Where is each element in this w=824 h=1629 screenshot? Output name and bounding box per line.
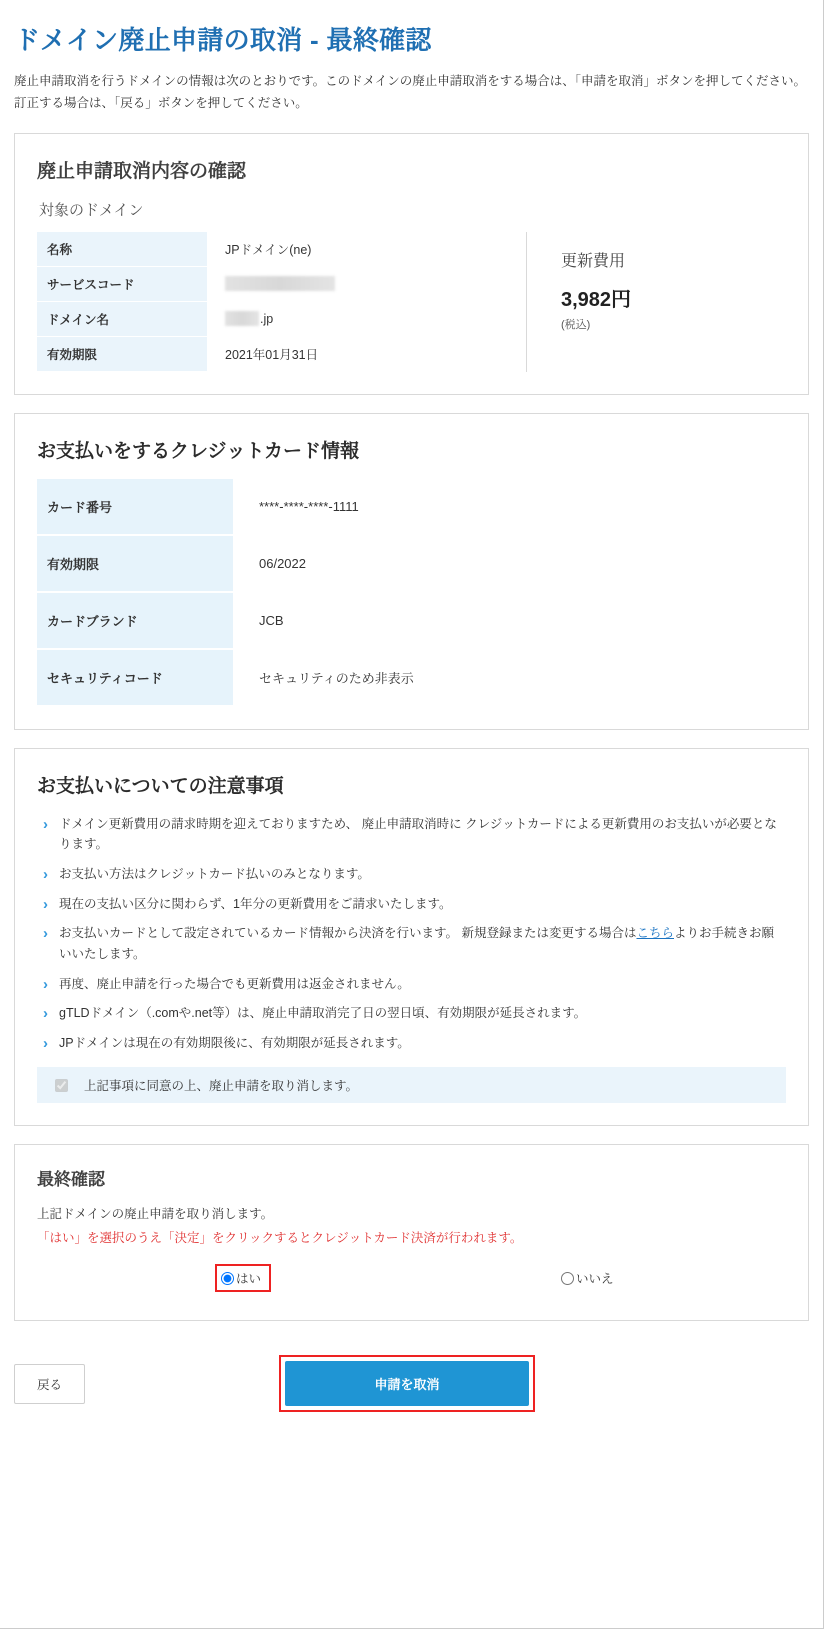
renewal-fee-tax-note: (税込): [561, 318, 591, 331]
notice-section-title: お支払いについての注意事項: [37, 775, 284, 797]
domain-section-subtitle: 対象のドメイン: [39, 201, 144, 219]
radio-no-wrap[interactable]: [557, 1266, 618, 1290]
payment-notices-card: [14, 748, 809, 1127]
submit-button-highlight: [279, 1355, 535, 1412]
credit-card-card: [14, 413, 809, 730]
page-intro-text: 廃止申請取消を行うドメインの情報は次のとおりです。このドメインの廃止申請取消をする場合は、「申請を取消」ボタンを押してください。訂正する場合は、「戻る」ボタンを押してください。: [14, 74, 807, 110]
table-row: [37, 649, 786, 706]
back-button[interactable]: 戻る: [14, 1364, 85, 1404]
notice-list: [37, 814, 786, 1054]
table-row: [37, 232, 508, 267]
row-label: セキュリティコード: [37, 649, 233, 706]
row-value: JCB: [259, 612, 284, 628]
row-label: 有効期限: [37, 535, 233, 592]
row-value-masked: [207, 266, 508, 301]
radio-no-label[interactable]: いいえ: [576, 1272, 614, 1287]
renewal-fee-block: [526, 232, 786, 372]
table-row: [37, 592, 786, 649]
list-item: › gTLDドメイン（.comや.net等）は、廃止申請取消完了日の翌日頃、有効期限が延長されます。: [37, 1003, 786, 1024]
final-section-title: 最終確認: [37, 1170, 105, 1190]
list-item-text-suffix: よりお手続きお願いいたします。: [59, 926, 775, 961]
row-label: カード番号: [37, 479, 233, 535]
domain-section-title: 廃止申請取消内容の確認: [37, 160, 247, 182]
row-label: 有効期限: [37, 336, 207, 371]
list-item: › ドメイン更新費用の請求時期を迎えておりますため、 廃止申請取消時に クレジットカードによる更新費用のお支払いが必要となります。: [37, 814, 786, 855]
table-row: [37, 266, 508, 301]
row-value-suffix: .jp: [260, 312, 274, 327]
redaction-block: [225, 311, 259, 326]
final-lead-text: 上記ドメインの廃止申請を取り消します。: [37, 1207, 274, 1222]
list-item: › 現在の支払い区分に関わらず、1年分の更新費用をご請求いたします。: [37, 894, 786, 915]
row-label: ドメイン名: [37, 301, 207, 336]
footer-actions: [0, 1339, 823, 1432]
list-item: › お支払い方法はクレジットカード払いのみとなります。: [37, 864, 786, 885]
table-row: [37, 479, 786, 535]
final-radio-group[interactable]: [37, 1260, 786, 1298]
row-value-masked: [207, 301, 508, 336]
cancel-request-submit-button[interactable]: 申請を取消: [285, 1361, 529, 1406]
row-label: 名称: [37, 232, 207, 267]
domain-detail-table: [37, 232, 508, 372]
agreement-checkbox[interactable]: [55, 1079, 68, 1092]
row-label: カードブランド: [37, 592, 233, 649]
row-value: JPドメイン(ne): [225, 243, 312, 257]
radio-no[interactable]: [561, 1272, 574, 1285]
card-registration-link[interactable]: こちら: [636, 926, 674, 941]
list-item: › JPドメインは現在の有効期限後に、有効期限が延長されます。: [37, 1033, 786, 1054]
domain-confirmation-card: [14, 133, 809, 395]
list-item: › 再度、廃止申請を行った場合でも更新費用は返金されません。: [37, 974, 786, 995]
table-row: [37, 301, 508, 336]
domain-details: [37, 232, 526, 372]
row-value: 06/2022: [259, 555, 306, 571]
final-confirmation-card: [14, 1144, 809, 1321]
redaction-block: [225, 276, 335, 291]
row-value: セキュリティのため非表示: [259, 670, 414, 686]
credit-card-table: [37, 479, 786, 707]
list-item-text: お支払いカードとして設定されているカード情報から決済を行います。 新規登録または変更する場合は: [59, 926, 637, 941]
credit-card-section-title: お支払いをするクレジットカード情報: [37, 440, 359, 462]
row-label: サービスコード: [37, 266, 207, 301]
radio-yes[interactable]: [221, 1272, 234, 1285]
radio-yes-label[interactable]: はい: [236, 1272, 262, 1287]
list-item: [37, 923, 786, 964]
renewal-fee-label: 更新費用: [561, 252, 626, 270]
row-value: 2021年01月31日: [225, 347, 319, 362]
row-value: ****-****-****-1111: [259, 499, 359, 515]
agreement-label[interactable]: 上記事項に同意の上、廃止申請を取り消します。: [84, 1079, 359, 1094]
table-row: [37, 336, 508, 371]
renewal-fee-amount: 3,982円: [561, 288, 632, 311]
page-title: ドメイン廃止申請の取消 - 最終確認: [14, 25, 432, 55]
table-row: [37, 535, 786, 592]
radio-yes-highlight[interactable]: [215, 1264, 271, 1292]
agreement-row[interactable]: [37, 1067, 786, 1103]
final-warning-text: 「はい」を選択のうえ「決定」をクリックするとクレジットカード決済が行われます。: [37, 1231, 523, 1246]
